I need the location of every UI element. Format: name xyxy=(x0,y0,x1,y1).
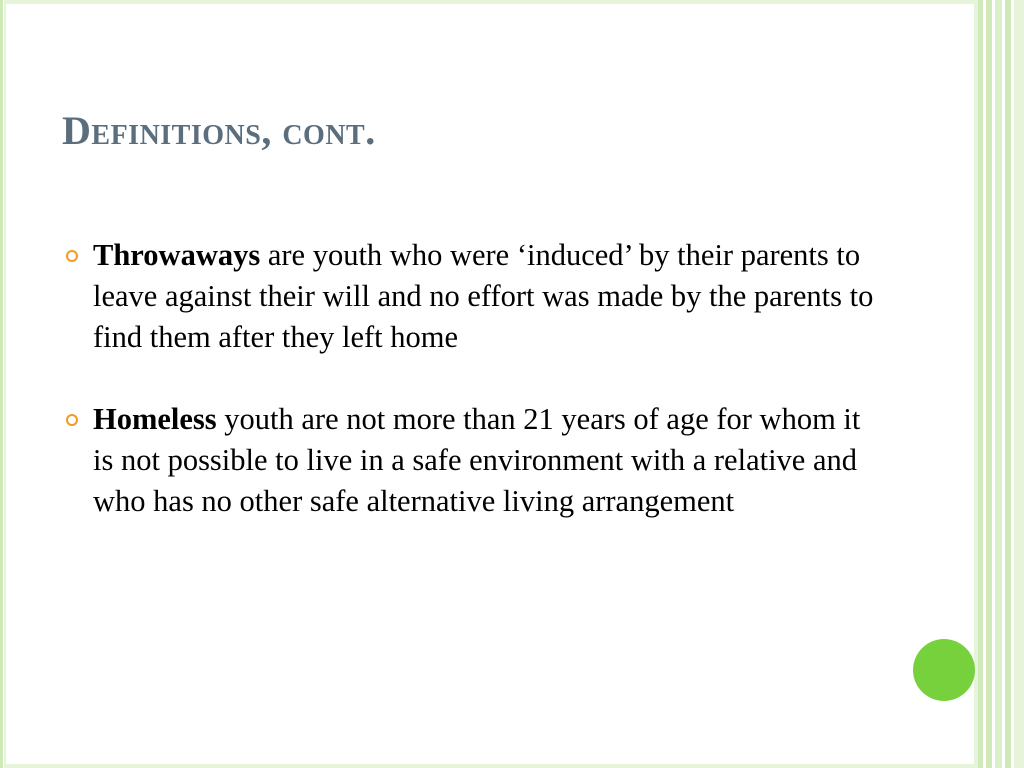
bottom-border xyxy=(0,764,1024,768)
top-border xyxy=(0,0,1024,4)
bullet-term: Homeless xyxy=(93,402,217,436)
hollow-circle-bullet-icon xyxy=(66,250,78,262)
hollow-circle-bullet-icon xyxy=(66,414,78,426)
bullet-text: are youth who were ‘induced’ by their parents to leave against their will and no effort was made by the parents to find them after they left home xyxy=(93,238,874,354)
bullet-text: youth are not more than 21 years of age for whom it is not possible to live in a safe environment with a relative and who has no other safe alternative living arrangement xyxy=(93,402,861,518)
slide-title: Definitions, cont. xyxy=(62,108,376,153)
bullet-list xyxy=(62,235,882,563)
bullet-item-homeless xyxy=(62,399,882,522)
green-circle-icon xyxy=(913,639,975,701)
left-border xyxy=(0,0,6,768)
bullet-term: Throwaways xyxy=(93,238,261,272)
bullet-item-throwaways xyxy=(62,235,882,358)
right-stripe-decoration xyxy=(974,0,1024,768)
right-stripe xyxy=(995,0,1002,768)
right-stripe xyxy=(1014,0,1024,768)
